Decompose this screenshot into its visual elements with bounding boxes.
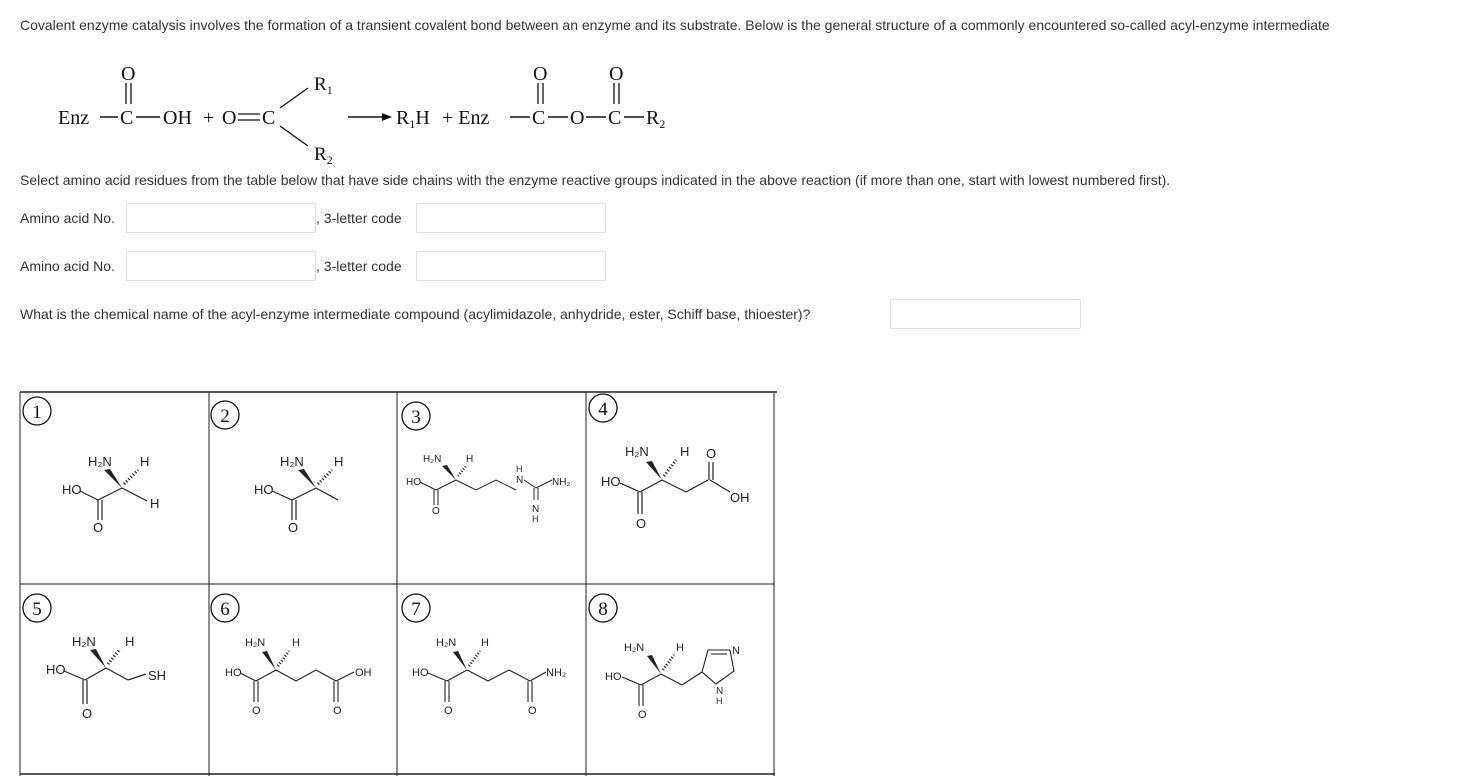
three-letter-code-input-2[interactable] (416, 251, 606, 281)
cell-8 (589, 594, 740, 721)
svg-text:H: H (481, 637, 489, 649)
cell-number-6: 6 (220, 599, 230, 620)
carbon-2: C (262, 107, 276, 129)
svg-text:H₂N: H₂N (88, 454, 112, 469)
svg-text:H: H (716, 696, 723, 706)
svg-text:O: O (432, 506, 440, 517)
svg-text:HO: HO (225, 667, 242, 679)
product-enz-label: + Enz (442, 107, 490, 129)
amino-acid-no-input-1[interactable] (126, 203, 316, 233)
carbon-1: C (120, 107, 134, 129)
select-prompt: Select amino acid residues from the table below that have side chains with the enzyme reactive groups indicated in the above reaction (if more than one, start with lowest numbered first). (20, 172, 1171, 188)
carbon-4: C (608, 107, 622, 129)
oxygen-4: O (609, 63, 624, 85)
cell-3 (402, 402, 570, 524)
cell-number-3: 3 (411, 407, 421, 428)
hydroxyl-1: OH (163, 107, 192, 129)
svg-text:HO: HO (601, 474, 621, 489)
svg-text:H: H (140, 454, 150, 469)
cell-6 (211, 594, 372, 717)
oxygen-bridge: O (570, 107, 585, 129)
oxygen-1: O (121, 63, 136, 85)
three-letter-code-input-1[interactable] (416, 203, 606, 233)
svg-text:H₂N: H₂N (436, 637, 457, 649)
oxygen-3: O (533, 63, 548, 85)
svg-text:H₂N: H₂N (245, 637, 266, 649)
cell-7 (402, 594, 566, 717)
svg-text:HO: HO (412, 667, 429, 679)
svg-text:NH₂: NH₂ (552, 477, 571, 488)
cell-5 (23, 594, 166, 721)
svg-text:OH: OH (730, 490, 750, 505)
svg-text:O: O (444, 705, 453, 717)
svg-text:H: H (334, 454, 344, 469)
oxygen-2: O (222, 107, 237, 129)
enz-label: Enz (58, 107, 90, 129)
svg-text:O: O (333, 705, 342, 717)
svg-text:H: H (676, 642, 684, 654)
r1-label: $R_1$ (314, 74, 333, 97)
intermediate-name-question: What is the chemical name of the acyl-enzyme intermediate compound (acylimidazole, anhydride, ester, Schiff base, thioester)? (20, 306, 811, 322)
svg-text:HO: HO (46, 662, 66, 677)
reaction-equation (0, 58, 780, 176)
amino-acid-no-label-1: Amino acid No. (20, 210, 115, 226)
cell-number-8: 8 (598, 599, 608, 620)
carbon-3: C (532, 107, 546, 129)
svg-text:O: O (252, 705, 261, 717)
three-letter-code-label-2: , 3-letter code (316, 258, 402, 274)
cell-number-1: 1 (32, 402, 42, 423)
cell-number-7: 7 (411, 599, 421, 620)
cell-number-4: 4 (598, 399, 608, 420)
cell-number-2: 2 (220, 406, 230, 427)
svg-text:O: O (706, 446, 717, 461)
svg-text:HO: HO (254, 482, 274, 497)
svg-text:SH: SH (148, 668, 167, 683)
three-letter-code-label-1: , 3-letter code (316, 210, 402, 226)
r1h-label: $R_1H$ (396, 107, 430, 131)
svg-text:H: H (292, 637, 300, 649)
svg-text:H₂N: H₂N (423, 454, 442, 465)
svg-text:H: H (680, 444, 690, 459)
svg-text:NH₂: NH₂ (546, 667, 567, 679)
svg-text:O: O (288, 520, 299, 535)
cell-4 (589, 394, 750, 531)
svg-text:H: H (466, 454, 474, 465)
svg-text:H₂N: H₂N (625, 444, 649, 459)
svg-text:H: H (532, 514, 539, 524)
svg-text:N: N (516, 475, 524, 486)
svg-text:N: N (716, 686, 724, 697)
svg-text:H: H (125, 634, 135, 649)
svg-text:N: N (532, 504, 540, 515)
svg-text:H₂N: H₂N (624, 642, 645, 654)
plus-1: + (203, 107, 215, 129)
svg-text:O: O (638, 709, 647, 721)
intermediate-name-input[interactable] (890, 299, 1081, 329)
svg-text:HO: HO (406, 477, 421, 488)
svg-text:H: H (516, 464, 523, 474)
svg-text:O: O (636, 516, 647, 531)
svg-text:HO: HO (62, 482, 82, 497)
intro-text: Covalent enzyme catalysis involves the formation of a transient covalent bond between an enzyme and its substrate. Below is the general structure of a commonly encountered so-called acyl-enzyme intermediate (20, 17, 1330, 33)
amino-acid-no-input-2[interactable] (126, 251, 316, 281)
svg-text:N: N (732, 645, 740, 657)
r2-product-label: $R_2$ (646, 107, 666, 131)
svg-text:H₂N: H₂N (280, 454, 304, 469)
svg-text:O: O (528, 705, 537, 717)
svg-text:O: O (93, 520, 104, 535)
r2-label: $R_2$ (314, 144, 333, 167)
svg-text:H: H (150, 496, 160, 511)
svg-text:OH: OH (355, 667, 372, 679)
amino-acid-table (0, 388, 780, 776)
cell-2 (211, 401, 343, 535)
amino-acid-no-label-2: Amino acid No. (20, 258, 115, 274)
svg-text:O: O (82, 706, 93, 721)
cell-number-5: 5 (32, 599, 42, 620)
svg-text:H₂N: H₂N (72, 634, 96, 649)
cell-1 (23, 397, 159, 535)
svg-text:HO: HO (605, 671, 622, 683)
